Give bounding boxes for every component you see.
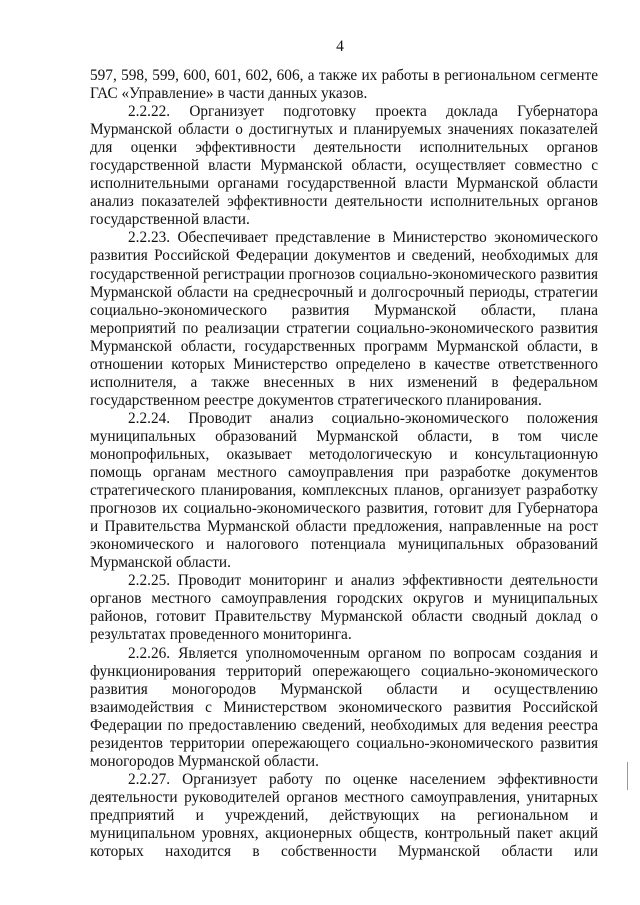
text-line: исполнителя, а также внесенных в них изменений в федеральном [90,373,598,391]
text-line: органов местного самоуправления городских округов и муниципальных [90,590,598,608]
text-line: Мурманской области, государственных программ Мурманской области, в [90,337,598,355]
text-line: Мурманской области на среднесрочный и долгосрочный периоды, стратегии [90,283,598,301]
body-text [90,67,598,861]
paragraph-2-2-24-start: 2.2.24. Проводит анализ социально-экономического положения [128,409,598,427]
paragraph-2-2-22-start: 2.2.22. Организует подготовку проекта доклада Губернатора [128,103,598,121]
text-line: монопрофильных, оказывает методологическую и консультационную [90,445,598,463]
text-line: предприятий и учреждений, действующих на региональном и [90,806,598,824]
text-line: экономического и налогового потенциала муниципальных образований [90,536,598,554]
text-line: деятельности руководителей органов местного самоуправления, унитарных [90,788,598,806]
text-line: которых находится в собственности Мурманской области или [90,843,598,861]
text-line: социально-экономического развития Мурманской области, плана [90,301,598,319]
page-number: 4 [336,38,344,55]
text-line: 597, 598, 599, 600, 601, 602, 606, а также их работы в региональном сегменте [90,67,598,84]
text-line: ГАС «Управление» в части данных указов. [90,85,368,103]
text-line: Федерации по предоставлению сведений, необходимых для ведения реестра [90,716,598,734]
text-line: помощь органам местного самоуправления при разработке документов [90,464,598,482]
text-line: анализ показателей эффективности деятельности исполнительных органов [90,193,598,211]
text-line: Мурманской области. [90,554,231,572]
text-line: для оценки эффективности деятельности исполнительных органов [90,139,598,157]
text-line: отношении которых Министерство определено в качестве ответственного [90,355,598,373]
paragraph-2-2-27-start: 2.2.27. Организует работу по оценке населением эффективности [128,770,598,788]
text-line: муниципальных образований Мурманской области, в том числе [90,427,598,445]
text-line: резидентов территории опережающего социально-экономического развития [90,734,598,752]
text-line: развития моногородов Мурманской области и осуществлению [90,680,598,698]
text-line: государственном реестре документов стратегического планирования. [90,391,542,409]
paragraph-2-2-26-start: 2.2.26. Является уполномоченным органом по вопросам создания и [128,644,598,662]
text-line: прогнозов их социально-экономического развития, готовит для Губернатора [90,500,598,518]
text-line: функционирования территорий опережающего социально-экономического [90,662,598,680]
paragraph-2-2-25-start: 2.2.25. Проводит мониторинг и анализ эффективности деятельности [128,572,598,590]
text-line: мероприятий по реализации стратегии социально-экономического развития [90,319,598,337]
text-line: государственной власти Мурманской области, осуществляет совместно с [90,157,598,175]
text-line: государственной власти. [90,211,250,229]
text-line: районов, готовит Правительству Мурманской области сводный доклад о [90,608,598,626]
text-line: и Правительства Мурманской области предложения, направленные на рост [90,518,598,536]
scan-edge-mark [627,762,628,790]
text-line: государственной регистрации прогнозов социально-экономического развития [90,265,598,283]
text-line: развития Российской Федерации документов и сведений, необходимых для [90,247,598,265]
text-line: Мурманской области о достигнутых и планируемых значениях показателей [90,121,598,139]
text-line: стратегического планирования, комплексных планов, организует разработку [90,482,598,500]
text-line: моногородов Мурманской области. [90,752,319,770]
text-line: результатах проведенного мониторинга. [90,626,352,644]
text-line: взаимодействия с Министерством экономического развития Российской [90,698,598,716]
text-line: муниципальном уровнях, акционерных обществ, контрольный пакет акций [90,824,598,842]
text-line: исполнительными органами государственной власти Мурманской области [90,175,598,193]
paragraph-2-2-23-start: 2.2.23. Обеспечивает представление в Министерство экономического [128,229,598,247]
